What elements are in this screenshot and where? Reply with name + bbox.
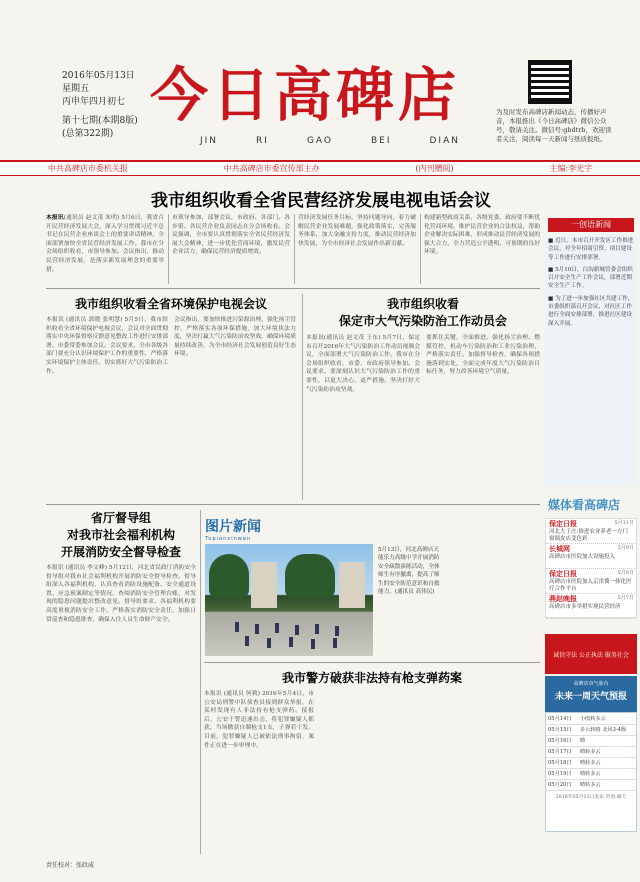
media-text: 高碑店市多举措实现民营经济 — [549, 604, 621, 610]
person — [335, 626, 339, 636]
issue-total: (总第322期) — [62, 129, 114, 139]
fire-headline-2[interactable]: 对我市社会福利机构 — [66, 528, 175, 542]
weather-header — [545, 676, 637, 712]
building — [251, 562, 277, 608]
divider — [294, 214, 295, 284]
media-source: 保定日报 — [549, 569, 577, 578]
sidebar-header: 一创语新闻 — [548, 218, 634, 232]
media-date: 5月7日 — [617, 595, 634, 601]
env-col-2: 会议指出，要加快推进污染源治理，强化扬尘管控，严格落实各项环保措施，加大环境执法力度，坚决打赢大气污染防治攻坚战，确保环境质量持续改善，为全市经济社会发展创造良好生态环境。 — [174, 317, 296, 358]
photo-news-brand — [205, 516, 275, 542]
weather-source: 高碑店市气象台 — [573, 681, 609, 687]
masthead-bar — [0, 160, 640, 176]
fire-headline-3[interactable]: 开展消防安全督导检查 — [60, 545, 181, 559]
weather-row — [546, 713, 636, 724]
media-item[interactable] — [546, 519, 636, 544]
weather-desc: 晴转多云 — [578, 746, 636, 757]
building — [339, 562, 365, 608]
pinyin-syllable: DIAN — [429, 136, 460, 146]
weather-date: 05月18日 — [546, 757, 578, 768]
lead-col-1 — [46, 214, 164, 284]
person — [295, 625, 299, 635]
tree — [285, 554, 335, 598]
media-date: 5月9日 — [617, 545, 634, 551]
weather-row — [546, 779, 636, 790]
lead-text: (通讯员 赵文茂 朱明) 5月6日，我省召开民营经济发展大会，深入学习贯彻习近平总书记在民营企业座谈会上的重要讲话精神，全面部署加快全省民营经济发展工作。我市在分会场组织收看，市领导参加。会议指出，推动民营经济发展，是落实新发展理念的重要举措。 — [46, 215, 164, 273]
lead-headline[interactable]: 我市组织收看全省民营经济发展电视电话会议 — [151, 191, 491, 211]
lead-col-2: 市领导参加，部署会议，市政府、各部门、各乡镇、各民营企业负责同志在分会场收看。会议强调，全市要认真贯彻落实全省民营经济发展大会精神，进一步优化营商环境，激发民营企业活力，确保民营经济提质增效。 — [172, 215, 290, 256]
divider — [46, 504, 540, 505]
weather-row — [546, 757, 636, 768]
person — [311, 639, 315, 649]
divider — [420, 214, 421, 284]
weather-desc: 晴 — [578, 735, 636, 746]
media-text: 高碑店市医院加入京津冀一体化医疗合作平台 — [549, 579, 632, 592]
weather-date: 05月19日 — [546, 768, 578, 779]
weather-desc: 晴转多云 — [578, 757, 636, 768]
newspaper-pinyin — [200, 136, 460, 146]
air-col-2: 要抓住关键，全面推进。强化扬尘治理、燃煤管控、机动车污染防治和工业污染治理，严格落实责任，加强督导检查，确保各项措施落到实处，全面完成年度大气污染防治目标任务，努力改善环境空气质量。 — [426, 335, 540, 376]
divider — [302, 294, 303, 500]
pinyin-syllable: GAO — [306, 136, 333, 146]
air-headline-2[interactable]: 保定市大气污染防治工作动员会 — [338, 314, 507, 328]
air-headline-1[interactable]: 我市组织收看 — [386, 297, 459, 311]
qr-description: 为及时发布高碑店新闻动态，传播好声音，本报推出《今日高碑店》微信公众号，敬请关注。微信号:gbdtrb，欢迎读者关注，阅读每一天新闻与纸质报纸。 — [496, 108, 612, 143]
media-text: 高碑店市医院加大设施投入 — [549, 554, 616, 560]
fire-headline-1[interactable]: 省厅督导组 — [90, 511, 151, 525]
divider — [46, 288, 540, 289]
media-item[interactable] — [546, 594, 636, 619]
police-col-3 — [432, 690, 540, 854]
media-source: 保定日报 — [549, 519, 577, 528]
weather-date: 05月16日 — [546, 735, 578, 746]
person — [289, 637, 293, 647]
photo-caption: 5月13日，河北高碑店天能乐力高级中学开展消防安全疏散演练活动，全体师生有序撤离，提高了师生的安全防范意识和自救能力。(通讯员 高伟民) — [378, 547, 440, 596]
sidebar-item[interactable]: ■ 为了进一步加强社区共建工作，市委组织部召开会议，对社区工作进行全面安排部署，推进社区建设深入开展。 — [548, 295, 634, 327]
weather-table — [545, 712, 637, 832]
person — [315, 624, 319, 634]
pinyin-syllable: RI — [256, 136, 269, 146]
weather-date: 05月14日 — [546, 713, 578, 724]
police-col-2 — [318, 690, 428, 854]
sidebar-item[interactable]: ■ 5月10日，白沟新城管委会组织召开安全生产工作会议，部署近期安全生产工作。 — [548, 266, 633, 290]
divider — [204, 662, 540, 663]
weather-row — [546, 768, 636, 779]
qr-code-icon[interactable] — [528, 60, 572, 104]
weather-desc: 小雨转多云 — [578, 713, 636, 724]
pinyin-syllable: BEI — [370, 136, 392, 146]
weather-row — [546, 746, 636, 757]
media-source: 燕赵晚报 — [549, 594, 577, 603]
bar-item: 中共高碑店市委宣传部主办 — [223, 164, 320, 173]
media-text: 河北大王庄:推进农业养老一方门窗调皮店变色彩 — [549, 529, 628, 542]
person — [333, 638, 337, 648]
env-col-1: 本报讯 (通讯员 郭晓 张明慧) 5月5日，我市组织收看全省环境保护电视会议，会议对全面贯彻落实中央环保督察反馈意见整改工作进行安排部署。市委常委参加会议。会议要求，全市各级各部门要充分认识环境保护工作的重要性，严格落实环境保护主体责任，切实抓好大气污染防治工作。 — [46, 317, 168, 375]
bar-item: 主编:李光宇 — [549, 164, 593, 173]
media-date: 5月11日 — [614, 520, 634, 526]
weather-desc: 多云转晴 北风3-4级 — [578, 724, 636, 735]
bar-item: (内刊赠阅) — [415, 164, 454, 173]
air-col-1: 本报讯(通讯员 赵文茂 王东) 5月7日，保定市召开2016年大气污染防治工作动员视频会议，全面部署大气污染防治工作。我市在分会场组织收看，市委、市政府领导参加。会议要求，要深刻认识大气污染防治工作的重要性，以更大决心、更严措施，坚决打好大气污染防治攻坚战。 — [306, 335, 420, 393]
ad-banner[interactable]: 诚信守法 公正执法 服务社会 — [545, 634, 637, 674]
media-list — [545, 518, 637, 618]
photo-brand-text: 图片新闻 — [205, 519, 261, 535]
news-photo[interactable] — [205, 544, 373, 656]
fire-body: 本报讯 (通讯员 李文峰) 5月12日，河北省民政厅消防安全督导组对我市社会福利机构开展消防安全督导检查。督导组深入各福利机构，认真查看消防设施配备、安全通道设置、应急预案制定等情况，查阅消防安全管理台账，对发现的隐患问题提出整改意见。督导组要求，各福利机构要高度重视消防安全工作，严格落实消防安全责任，加强日常巡查和隐患排查，确保入住人员生命财产安全。 — [46, 565, 196, 623]
weather-title: 未来一周天气预报 — [554, 692, 627, 702]
weather-footnote: 2016年05月13日发布 咨询:晴天 — [555, 794, 627, 800]
sidebar-item[interactable]: ■ 近日，本市召开开发区工作推进会议，对全年招商引资、项目建设等工作进行安排部署。 — [548, 238, 634, 261]
issue-weekday: 星期五 — [62, 84, 90, 94]
photo-brand-en: Tupianxinwen — [205, 536, 252, 542]
tree — [209, 554, 249, 598]
weather-desc: 晴转多云 — [578, 768, 636, 779]
media-source: 长城网 — [549, 544, 570, 553]
weather-desc: 晴转多云 — [578, 779, 636, 790]
issue-date: 2016年05月13日 — [62, 71, 135, 81]
proofreader-credit: 责任校对：张政威 — [46, 862, 95, 869]
media-date: 5月8日 — [617, 570, 634, 576]
weather-row — [546, 724, 636, 735]
issue-number: 第十七期(本期8版) — [62, 116, 138, 126]
newspaper-title: 今日高碑店 — [150, 61, 461, 129]
env-headline[interactable]: 我市组织收看全省环境保护电视会议 — [74, 297, 267, 311]
issue-lunar: 丙申年四月初七 — [62, 97, 126, 107]
divider — [200, 510, 201, 854]
media-logo: 媒体看高碑店 — [548, 498, 621, 512]
weather-row — [546, 735, 636, 746]
byline: 本报讯 — [46, 215, 64, 221]
media-item[interactable] — [546, 544, 636, 569]
person — [255, 624, 259, 634]
divider — [168, 214, 169, 284]
weather-date: 05月15日 — [546, 724, 578, 735]
person — [275, 623, 279, 633]
person — [235, 622, 239, 632]
media-item[interactable] — [546, 569, 636, 594]
person — [245, 636, 249, 646]
weather-date: 05月20日 — [546, 779, 578, 790]
bar-item: 中共高碑店市委机关报 — [47, 164, 128, 173]
lead-col-3: 营经济发展任务目标，坚持问题导向，着力破解民营企业发展难题，强化政策落实，完善服务体系，加大金融支持力度，推动民营经济加快发展，为全市经济社会发展作出新贡献。 — [298, 215, 416, 247]
person — [267, 638, 271, 648]
police-headline[interactable]: 我市警方破获非法持有枪支弹药案 — [281, 671, 462, 685]
sidebar-news — [545, 234, 637, 486]
lead-col-4: 构建新型政商关系，各级党委、政府要不断优化营商环境，维护民营企业的合法权益，帮助企业解决实际困难，形成推动民营经济发展的强大合力，全力营造公平透明、可预期的良好环境。 — [424, 215, 540, 256]
pinyin-syllable: JIN — [200, 136, 219, 146]
police-col-1: 本报讯 (通讯员 何莉) 2016年5月4日，市公安局刑警中队侦查员接到群众举报，在某村发现有人非法持有枪支弹药。接报后，公安干警迅速出击，将犯罪嫌疑人抓获，当场缴获自制枪支1支，子弹若干发。目前，犯罪嫌疑人已被依法刑事拘留，案件正在进一步审理中。 — [204, 691, 314, 749]
weather-date: 05月17日 — [546, 746, 578, 757]
